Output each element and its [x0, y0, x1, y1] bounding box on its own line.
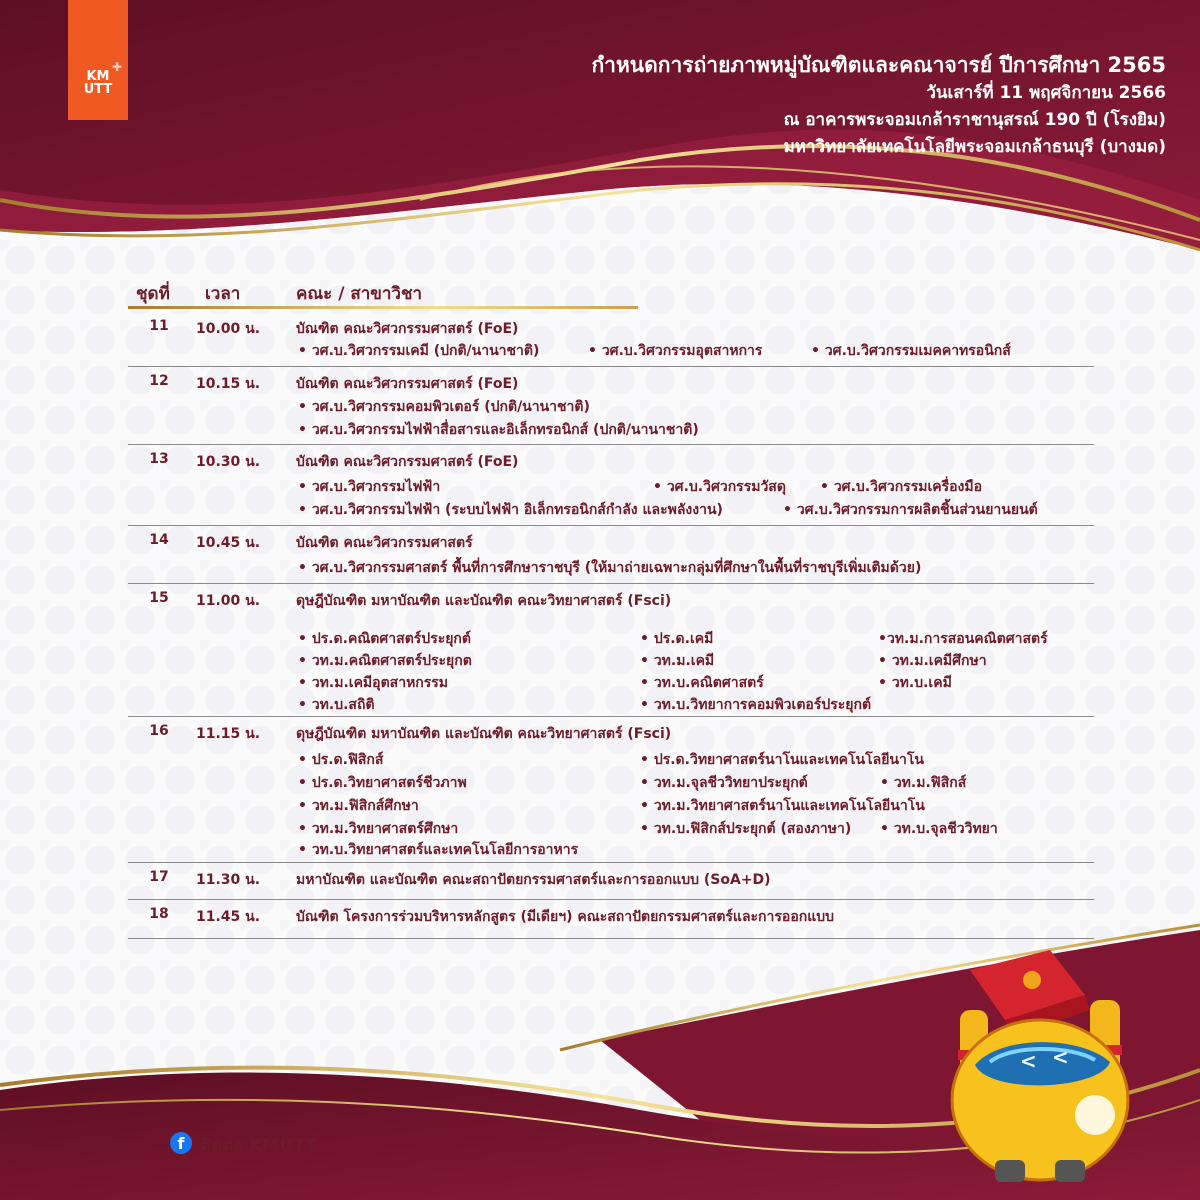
faculty: บัณฑิต คณะวิศวกรรมศาสตร์ — [296, 535, 473, 551]
program-item: •วท.ม.การสอนคณิตศาสตร์ — [878, 631, 1048, 647]
program-item: • วศ.บ.วิศวกรรมเคมี (ปกติ/นานาชาติ) — [298, 343, 540, 359]
table-row — [128, 312, 1094, 367]
program-item: • วท.ม.เคมีศึกษา — [878, 653, 987, 669]
time: 10.15 น. — [196, 376, 261, 392]
program-item: • วท.ม.เคมี — [640, 653, 715, 669]
faculty: มหาบัณฑิต และบัณฑิต คณะสถาปัตยกรรมศาสตร์และการออกแบบ (SoA+D) — [296, 872, 771, 888]
program-item: • วท.บ.วิทยาศาสตร์และเทคโนโลยีการอาหาร — [298, 842, 579, 858]
set-number: 17 — [149, 869, 169, 885]
logo-text: KM UTT — [83, 69, 113, 97]
program-item: • วศ.บ.วิศวกรรมไฟฟ้าสื่อสารและอิเล็กทรอนิกส์ (ปกติ/นานาชาติ) — [298, 422, 699, 438]
kmutt-logo — [68, 0, 128, 120]
program-item: • วศ.บ.วิศวกรรมคอมพิวเตอร์ (ปกติ/นานาชาติ) — [298, 399, 590, 415]
sparkle-icon: ✚ — [111, 60, 122, 74]
set-number: 18 — [149, 906, 169, 922]
program-item: • วศ.บ.วิศวกรรมการผลิตชิ้นส่วนยานยนต์ — [783, 502, 1038, 518]
program-item: • วท.ม.คณิตศาสตร์ประยุกต — [298, 653, 472, 669]
program-item: • วท.บ.วิทยาการคอมพิวเตอร์ประยุกต์ — [640, 697, 872, 713]
table-row — [128, 717, 1094, 863]
table-row — [128, 900, 1094, 939]
university-name: มหาวิทยาลัยเทคโนโลยีพระจอมเกล้าธนบุรี (บางมด) — [783, 137, 1166, 157]
event-venue: ณ อาคารพระจอมเกล้าราชานุสรณ์ 190 ปี (โรงยิม) — [783, 110, 1166, 130]
program-item: • วศ.บ.วิศวกรรมเครื่องมือ — [820, 479, 982, 495]
program-item: • ปร.ด.วิทยาศาสตร์นาโนและเทคโนโลยีนาโน — [640, 752, 924, 768]
program-item: • วท.ม.วิทยาศาสตร์ศึกษา — [298, 821, 459, 837]
time: 11.00 น. — [196, 593, 261, 609]
page-title: กำหนดการถ่ายภาพหมู่บัณฑิตและคณาจารย์ ปีการศึกษา 2565 — [591, 53, 1166, 77]
set-number: 15 — [149, 590, 169, 606]
program-item: • วท.บ.คณิตศาสตร์ — [640, 675, 764, 691]
header — [591, 50, 1166, 161]
program-item: • วท.บ.ฟิสิกส์ประยุกต์ (สองภาษา) — [640, 821, 852, 837]
time: 11.45 น. — [196, 909, 261, 925]
set-number: 14 — [149, 532, 169, 548]
time: 11.30 น. — [196, 872, 261, 888]
table-row — [128, 863, 1094, 900]
program-item: • วศ.บ.วิศวกรรมอุตสาหการ — [588, 343, 763, 359]
set-number: 11 — [149, 318, 169, 334]
program-item: • ปร.ด.วิทยาศาสตร์ชีวภาพ — [298, 775, 467, 791]
header-set: ชุดที่ — [136, 284, 170, 304]
program-item: • วศ.บ.วิศวกรรมศาสตร์ พื้นที่การศึกษาราชบุรี (ให้มาถ่ายเฉพาะกลุ่มที่ศึกษาในพื้นที่ราชบุรีเพิ่มเติมด้วย) — [298, 560, 922, 576]
program-item: • ปร.ด.ฟิสิกส์ — [298, 752, 384, 768]
facebook-icon[interactable]: f — [170, 1132, 192, 1154]
mascot-illustration — [940, 950, 1180, 1190]
svg-text:<: < — [1052, 1045, 1069, 1069]
program-item: • วท.บ.จุลชีววิทยา — [880, 821, 998, 837]
time: 11.15 น. — [196, 726, 261, 742]
faculty: บัณฑิต คณะวิศวกรรมศาสตร์ (FoE) — [296, 321, 519, 337]
time: 10.00 น. — [196, 321, 261, 337]
time: 10.30 น. — [196, 454, 261, 470]
program-item: • วศ.บ.วิศวกรรมเมคคาทรอนิกส์ — [811, 343, 1011, 359]
table-row — [128, 445, 1094, 526]
program-item: • วท.ม.ฟิสิกส์ศึกษา — [298, 798, 419, 814]
set-number: 12 — [149, 373, 169, 389]
contact-text[interactable]: ติดต่อ KMUTT — [200, 1136, 317, 1156]
table-row — [128, 526, 1094, 584]
program-item: • วศ.บ.วิศวกรรมวัสดุ — [653, 479, 786, 495]
program-item: • ปร.ด.เคมี — [640, 631, 714, 647]
program-item: • วท.ม.วิทยาศาสตร์นาโนและเทคโนโลยีนาโน — [640, 798, 925, 814]
table-row — [128, 367, 1094, 445]
program-item: • วท.ม.เคมีอุตสาหกรรม — [298, 675, 449, 691]
program-item: • วท.ม.ฟิสิกส์ — [880, 775, 967, 791]
program-item: • วท.บ.เคมี — [878, 675, 952, 691]
svg-text:<: < — [1020, 1049, 1037, 1073]
faculty: บัณฑิต คณะวิศวกรรมศาสตร์ (FoE) — [296, 376, 519, 392]
program-item: • วท.ม.จุลชีววิทยาประยุกต์ — [640, 775, 808, 791]
event-date: วันเสาร์ที่ 11 พฤศจิกายน 2566 — [926, 83, 1166, 103]
program-item: • วศ.บ.วิศวกรรมไฟฟ้า — [298, 479, 441, 495]
program-item: • วท.บ.สถิติ — [298, 697, 375, 713]
faculty: บัณฑิต คณะวิศวกรรมศาสตร์ (FoE) — [296, 454, 519, 470]
header-time: เวลา — [205, 284, 241, 304]
set-number: 16 — [149, 723, 169, 739]
program-item: • ปร.ด.คณิตศาสตร์ประยุกต์ — [298, 631, 472, 647]
header-divider — [128, 306, 638, 309]
faculty: ดุษฎีบัณฑิต มหาบัณฑิต และบัณฑิต คณะวิทยาศาสตร์ (Fsci) — [296, 726, 672, 742]
faculty: ดุษฎีบัณฑิต มหาบัณฑิต และบัณฑิต คณะวิทยาศาสตร์ (Fsci) — [296, 593, 672, 609]
program-item: • วศ.บ.วิศวกรรมไฟฟ้า (ระบบไฟฟ้า อิเล็กทรอนิกส์กำลัง และพลังงาน) — [298, 502, 723, 518]
time: 10.45 น. — [196, 535, 261, 551]
faculty: บัณฑิต โครงการร่วมบริหารหลักสูตร (มีเดียฯ) คณะสถาปัตยกรรมศาสตร์และการออกแบบ — [296, 909, 834, 925]
header-faculty: คณะ / สาขาวิชา — [296, 284, 423, 304]
table-row — [128, 584, 1094, 717]
set-number: 13 — [149, 451, 169, 467]
